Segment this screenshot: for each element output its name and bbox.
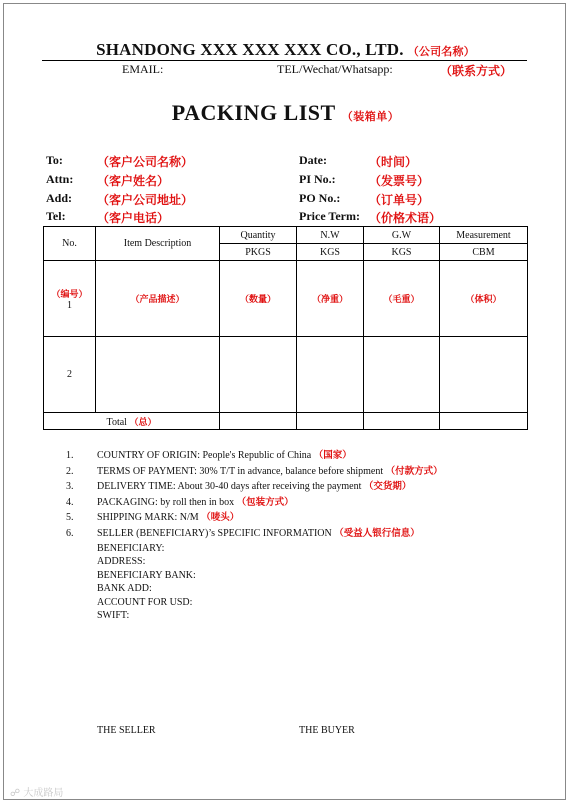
document-title-text: PACKING LIST <box>171 100 336 125</box>
tel-field-label: Tel: <box>46 209 66 223</box>
list-item <box>66 495 443 511</box>
tel-field-value: （客户电话） <box>97 211 170 225</box>
term-text: DELIVERY TIME: About 30-40 days after receiving the payment <box>97 481 362 493</box>
cell-gw-text: （毛重） <box>383 295 420 305</box>
add-value: （客户公司地址） <box>97 193 194 207</box>
cell-no <box>44 261 96 337</box>
tel-label: TEL/Wechat/Whatsapp: <box>277 62 393 76</box>
cell-measurement <box>440 261 528 337</box>
table-row <box>44 337 528 413</box>
contact-note: （联系方式） <box>440 64 513 78</box>
to-value: （客户公司名称） <box>97 155 194 169</box>
total-note: （总） <box>129 417 157 428</box>
term-number: 6. <box>66 527 74 539</box>
total-quantity <box>220 413 297 430</box>
watermark <box>10 784 63 799</box>
unit-measurement: CBM <box>440 244 528 261</box>
watermark-text: 大成路局 <box>23 788 64 799</box>
term-note: （交货期） <box>363 481 412 493</box>
po-value: （订单号） <box>369 193 430 207</box>
cell-description-text: （产品描述） <box>130 295 185 305</box>
account-line: ACCOUNT FOR USD: <box>97 596 193 608</box>
header-measurement: Measurement <box>440 227 528 244</box>
table-header-row <box>44 227 528 244</box>
cell-no-value: 1 <box>67 299 72 311</box>
list-item <box>66 464 443 480</box>
address-line: ADDRESS: <box>97 556 146 568</box>
term-note: （唛头） <box>201 512 240 524</box>
term-number: 5. <box>66 512 74 524</box>
document-title-note: （装箱单） <box>341 110 400 123</box>
company-name <box>0 40 571 60</box>
term-text: PACKAGING: by roll then in box <box>97 496 235 508</box>
term-text: SHIPPING MARK: N/M <box>97 512 199 524</box>
price-term-label: Price Term: <box>299 209 360 223</box>
terms-list <box>66 448 443 542</box>
attn-label: Attn: <box>46 172 74 186</box>
to-label: To: <box>46 153 63 167</box>
cell-no: 2 <box>44 337 96 413</box>
cell-gw <box>364 337 440 413</box>
cell-nw <box>297 261 364 337</box>
header-nw: N.W <box>297 227 364 244</box>
list-item <box>66 510 443 526</box>
header-no: No. <box>44 227 96 261</box>
add-label: Add: <box>46 191 73 205</box>
pi-value: （发票号） <box>369 174 430 188</box>
bank-address-line: BANK ADD: <box>97 583 152 595</box>
header-rule <box>42 60 527 61</box>
term-note: （付款方式） <box>385 465 443 477</box>
total-gw <box>364 413 440 430</box>
attn-value: （客户姓名） <box>97 174 170 188</box>
header-quantity: Quantity <box>220 227 297 244</box>
cell-description <box>96 261 220 337</box>
table-row <box>44 261 528 337</box>
term-note: （受益人银行信息） <box>334 527 420 539</box>
term-number: 3. <box>66 481 74 493</box>
date-label: Date: <box>299 153 327 167</box>
unit-nw: KGS <box>297 244 364 261</box>
term-text: COUNTRY OF ORIGIN: People's Republic of China <box>97 450 312 461</box>
cell-quantity <box>220 261 297 337</box>
term-note: （国家） <box>313 450 352 461</box>
cell-measurement <box>440 337 528 413</box>
term-number: 1. <box>66 450 74 461</box>
total-nw <box>297 413 364 430</box>
email-label: EMAIL: <box>122 62 164 76</box>
cell-nw-text: （净重） <box>311 295 348 305</box>
price-term-value: （价格术语） <box>369 211 442 225</box>
cell-description <box>96 337 220 413</box>
cell-nw <box>297 337 364 413</box>
cell-quantity-text: （数量） <box>239 295 276 305</box>
swift-line: SWIFT: <box>97 610 130 622</box>
beneficiary-bank-line: BENEFICIARY BANK: <box>97 569 196 581</box>
buyer-signature-label: THE BUYER <box>299 725 355 736</box>
company-name-note: （公司名称） <box>407 45 475 58</box>
date-value: （时间） <box>369 155 418 169</box>
cell-quantity <box>220 337 297 413</box>
cell-gw <box>364 261 440 337</box>
pi-label: PI No.: <box>299 172 336 186</box>
watermark-icon: ☍ <box>10 788 21 799</box>
total-label: Total <box>106 416 127 428</box>
total-cell <box>44 413 220 430</box>
term-note: （包装方式） <box>236 496 294 508</box>
seller-signature-label: THE SELLER <box>97 725 156 736</box>
unit-gw: KGS <box>364 244 440 261</box>
term-text: SELLER (BENEFICIARY)’s SPECIFIC INFORMATION <box>97 527 332 539</box>
term-number: 2. <box>66 465 74 477</box>
cell-no-note: （编号） <box>51 289 88 300</box>
header-description: Item Description <box>96 227 220 261</box>
document-title <box>0 100 571 126</box>
company-name-text: SHANDONG XXX XXX XXX CO., LTD. <box>96 40 404 59</box>
term-number: 4. <box>66 496 74 508</box>
list-item <box>66 448 443 464</box>
beneficiary-info <box>97 542 196 622</box>
unit-quantity: PKGS <box>220 244 297 261</box>
po-label: PO No.: <box>299 191 341 205</box>
cell-measurement-text: （体积） <box>465 295 502 305</box>
beneficiary-line: BENEFICIARY: <box>97 543 165 554</box>
packing-table <box>43 226 528 430</box>
list-item <box>66 479 443 495</box>
header-gw: G.W <box>364 227 440 244</box>
total-measurement <box>440 413 528 430</box>
table-total-row <box>44 413 528 430</box>
list-item <box>66 526 443 542</box>
term-text: TERMS OF PAYMENT: 30% T/T in advance, balance before shipment <box>97 465 384 477</box>
